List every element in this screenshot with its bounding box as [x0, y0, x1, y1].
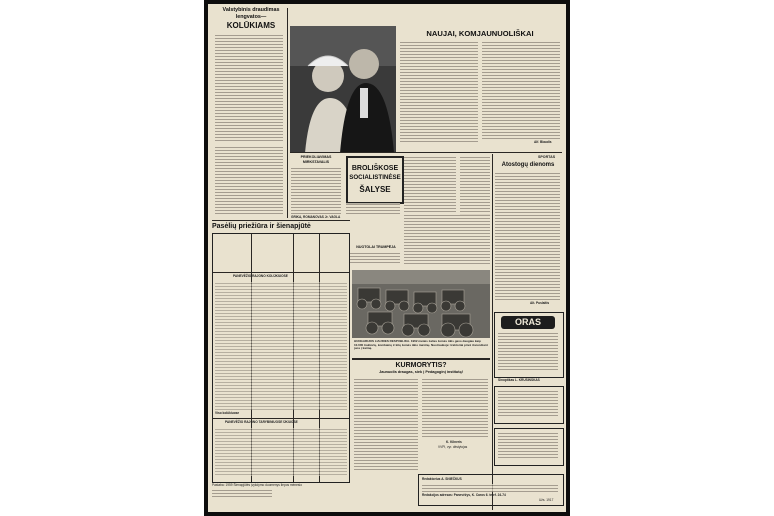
photo-caption-text	[291, 167, 341, 215]
footer-line-2: Redakcijos adresas: Panevėžys, K. Caros 6. telef. 24-74	[422, 493, 506, 497]
left-article-text	[215, 34, 283, 142]
table-title: Pasėlių priežiūra ir šienapjūtė	[212, 223, 311, 230]
table-rows-group-2	[215, 428, 347, 476]
photo-caption-1: PRIEKOLIAVIMAS	[300, 155, 332, 159]
table-top-rule	[212, 220, 350, 221]
tractors-photo	[352, 270, 490, 338]
socialist-countries-box	[346, 156, 404, 204]
ad-box-2	[494, 428, 564, 466]
puzzle-author-role: VVPI, vyr. dėstytojas	[438, 445, 468, 449]
top-right-headline: NAUJAI, KOMJAUNUOLIŠKAI	[426, 29, 534, 38]
footer-box	[418, 474, 564, 506]
photo-caption-2: MIRKSTAVALIS	[302, 160, 330, 164]
top-right-author: Alf. Blaudis	[534, 140, 552, 144]
sports-rule	[492, 154, 493, 510]
top-rule	[290, 152, 562, 153]
table-header-rule	[213, 272, 349, 273]
puzzle-title: KURMORYTIS?	[395, 362, 447, 369]
ad-box-1	[494, 386, 564, 424]
weather-author: Sinoptikas L. KRUSINSKAS	[498, 378, 540, 382]
table-group-2: PANEVĖŽIO RAJONO TARYBINIUOSE ŪKIUOSE	[225, 420, 298, 424]
footer-text	[422, 484, 558, 492]
sports-label: SPORTAS	[538, 155, 556, 159]
tractors-caption: HUNGARIJOS LIAUDIES RESPUBLIKA. 1962 metais šalies žemės ūkis gavo daugiau kaip 10.000 traktorių, kombainų ir kitų žemės ūkio mašinų. Nuotraukoje: traktoriai prieš išsiunčiant juos į kaimą.	[354, 340, 488, 351]
left-article-text-2	[215, 146, 283, 216]
table-footnote-extra	[212, 489, 272, 497]
table-total-label: Viso kolūkiuose	[215, 411, 240, 415]
puzzle-top-rule	[352, 358, 490, 360]
brochure-line-3: ŠALYSE	[359, 185, 391, 194]
ad-box-2-text	[498, 432, 558, 460]
left-headline-1: Valstybinis draudimas	[222, 7, 280, 13]
left-column-rule	[287, 8, 288, 218]
weather-text	[498, 332, 558, 370]
brochure-line-1: BROLIŠKOSE	[351, 165, 399, 172]
table-group-1: PANEVĖŽIO RAJONO KOLŪKIUOSE	[233, 274, 288, 278]
sports-author: Alt. Puslaitis	[530, 301, 550, 305]
newspaper-page	[208, 4, 566, 512]
portrait-illustration	[290, 26, 396, 153]
sports-text	[495, 172, 560, 300]
brochure-line-2: SOCIALISTINĖSE	[349, 174, 401, 181]
puzzle-text-col1	[354, 378, 418, 470]
table-footnote: Pastaba: 1959 Šienapjūtės įvykdymo duomenys liepos mėnesio	[212, 483, 303, 487]
middle-text-left	[346, 203, 400, 215]
portrait-photo	[290, 26, 396, 153]
table-frame	[212, 233, 350, 483]
puzzle-text-col2	[422, 378, 488, 438]
weather-title: ORAS	[514, 317, 541, 327]
footer-line-3: Užs. 1917	[539, 498, 554, 502]
puzzle-subtitle: Jaunuolis draugas, siek į Pedagoginį institutą!	[379, 370, 463, 374]
middle-text-col2	[460, 156, 490, 216]
middle-signature: GRIKA, ROMANOVAS Jr. VAGLA	[291, 215, 341, 219]
sports-headline: Atostogų dienoms	[501, 162, 555, 168]
weather-box	[494, 312, 564, 378]
middle-text-col3	[404, 214, 490, 264]
top-right-text-col1	[400, 41, 478, 143]
table-mid-rule	[213, 418, 349, 419]
middle-text-col1	[404, 156, 456, 212]
ad-box-1-text	[498, 390, 558, 418]
footer-line-1: Redaktorius A. SNIEČKUS	[422, 477, 462, 481]
left-headline-3: KOLŪKIAMS	[226, 21, 276, 30]
left-headline-2: lengvatos—	[235, 14, 267, 20]
middle-subhead: NUOTOLAI TRUMPĖJA	[356, 245, 396, 249]
puzzle-author: K. Kilneris	[446, 440, 462, 444]
top-right-text-col2	[482, 41, 560, 139]
middle-text-col4	[350, 252, 400, 264]
tractors-illustration	[352, 270, 490, 338]
table-rows-group-1	[215, 282, 347, 410]
